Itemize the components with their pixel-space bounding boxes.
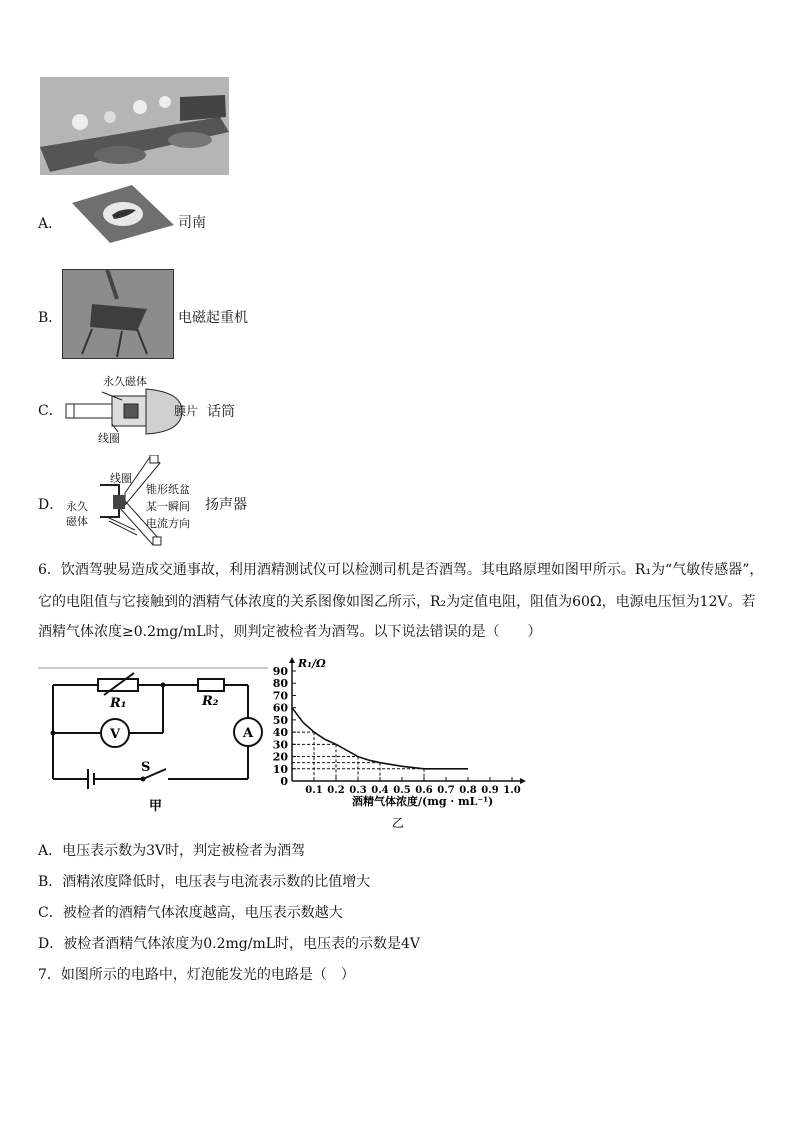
q6-option-b xyxy=(38,867,370,897)
y-tick-label: 20 xyxy=(272,750,288,764)
speaker-current-label: 电流方向 xyxy=(146,517,190,530)
x-axis-arrow xyxy=(520,778,526,784)
y-axis-arrow xyxy=(289,657,295,663)
q6-option-d xyxy=(38,929,420,959)
question-6-line-1: 6．饮酒驾驶易造成交通事故，利用酒精测试仪可以检测司机是否酒驾。其电路原理如图甲所示。R₁为“气敏传感器”， xyxy=(38,562,764,578)
q6-option-a xyxy=(38,836,305,866)
speaker-cone-label: 锥形纸盆 xyxy=(146,483,190,496)
option-c-label: 话筒 xyxy=(207,404,235,420)
r1-curve xyxy=(292,708,468,769)
y-tick-label: 90 xyxy=(272,665,288,678)
option-a-letter: A． xyxy=(38,216,63,232)
circuit-diagram xyxy=(38,665,268,819)
mic-membrane-label: 膜片 xyxy=(174,404,199,418)
q6-option-b-text: 酒精浓度降低时，电压表与电流表示数的比值增大 xyxy=(62,874,371,890)
y-tick-label: 0 xyxy=(280,775,288,788)
chart-caption: 乙 xyxy=(392,816,405,830)
speaker-magnet-label: 磁体 xyxy=(66,515,88,528)
resistance-chart-svg xyxy=(262,650,532,830)
question-6-line-3: 酒精气体浓度≥0.2mg/mL时，则判定被检者为酒驾。以下说法错误的是（ ） xyxy=(38,624,542,640)
x-tick-label: 0.8 xyxy=(459,785,477,796)
q6-option-d-letter: D． xyxy=(38,936,64,952)
top-photo xyxy=(40,77,229,175)
y-tick-label: 40 xyxy=(272,726,288,740)
chart-y-label: R₁/Ω xyxy=(298,657,326,670)
speaker-coil-label: 线圈 xyxy=(110,472,132,485)
mic-magnet-label: 永久磁体 xyxy=(103,375,147,388)
circuit-r1-label: R₁ xyxy=(110,696,127,711)
y-tick-label: 60 xyxy=(272,701,288,715)
resistance-chart xyxy=(262,650,532,834)
option-b-label: 电磁起重机 xyxy=(178,310,248,326)
ammeter-label: A xyxy=(243,726,254,741)
x-tick-label: 0.7 xyxy=(437,785,455,796)
q6-option-b-letter: B． xyxy=(38,874,63,890)
y-tick-label: 10 xyxy=(272,762,288,776)
question-7-text: 7．如图所示的电路中，灯泡能发光的电路是（ ） xyxy=(38,967,355,983)
mic-coil-label: 线圈 xyxy=(98,432,120,445)
x-tick-label: 0.4 xyxy=(371,785,389,796)
q6-option-a-text: 电压表示数为3V时，判定被检者为酒驾 xyxy=(62,843,306,859)
option-a-label: 司南 xyxy=(178,215,206,231)
option-d-label: 扬声器 xyxy=(205,497,247,513)
x-tick-label: 0.3 xyxy=(349,785,367,796)
x-tick-label: 0.5 xyxy=(393,785,411,796)
compass-image xyxy=(62,185,177,249)
top-photo-drawing xyxy=(40,77,229,175)
x-tick-label: 0.9 xyxy=(481,785,499,796)
y-tick-label: 70 xyxy=(272,689,288,703)
y-tick-label: 50 xyxy=(272,713,288,727)
chart-x-label: 酒精气体浓度/(mg · mL⁻¹) xyxy=(352,795,494,808)
q6-option-c-letter: C． xyxy=(38,905,63,921)
q6-option-a-letter: A． xyxy=(38,843,63,859)
q6-option-c-text: 被检者的酒精气体浓度越高，电压表示数越大 xyxy=(62,905,343,921)
circuit-r2-label: R₂ xyxy=(202,694,219,709)
x-tick-label: 0.6 xyxy=(415,785,433,796)
option-b-letter: B． xyxy=(38,310,63,326)
question-6-line-2: 它的电阻值与它接触到的酒精气体浓度的关系图像如图乙所示，R₂为定值电阻，阻值为60Ω，电源电压恒为12V。若 xyxy=(38,594,756,610)
q6-option-d-text: 被检者酒精气体浓度为0.2mg/mL时，电压表的示数是4V xyxy=(63,936,421,952)
y-tick-label: 30 xyxy=(272,738,288,752)
electromagnet-crane-image xyxy=(62,269,174,359)
circuit-caption: 甲 xyxy=(149,799,163,814)
x-tick-label: 0.1 xyxy=(305,785,323,796)
q6-option-c xyxy=(38,898,343,928)
option-d-letter: D． xyxy=(38,497,64,513)
voltmeter-label: V xyxy=(110,727,121,742)
x-tick-label: 0.2 xyxy=(327,785,345,796)
x-tick-label: 1.0 xyxy=(503,785,521,796)
y-tick-label: 80 xyxy=(272,677,288,691)
option-c-letter: C． xyxy=(38,403,63,419)
switch-label: S xyxy=(141,760,151,775)
speaker-moment-label: 某一瞬间 xyxy=(146,500,190,513)
speaker-permanent-label: 永久 xyxy=(66,500,88,513)
